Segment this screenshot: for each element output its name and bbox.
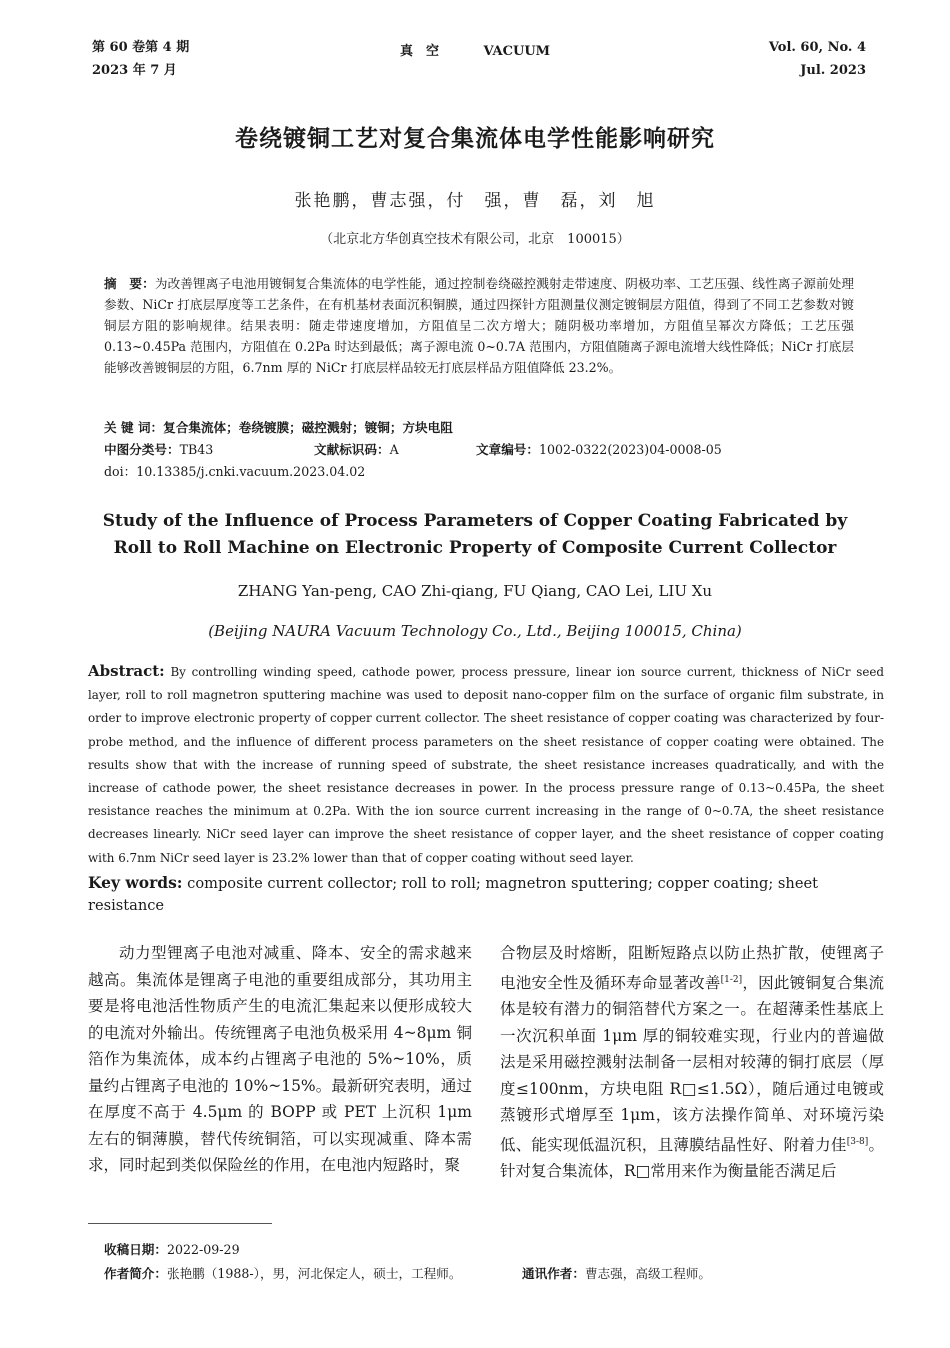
- citation-1-2: [1-2]: [720, 974, 743, 985]
- article-no-value: 1002-0322(2023)04-0008-05: [538, 442, 722, 457]
- body-right-column: [500, 940, 884, 1185]
- clc-value: TB43: [179, 442, 214, 457]
- bio-value: 张艳鹏（1988-），男，河北保定人，硕士，工程师。: [166, 1266, 462, 1281]
- doc-code-value: A: [389, 442, 399, 457]
- corresponding-author: [522, 1264, 711, 1284]
- header-right: [769, 38, 866, 81]
- clc-label: 中图分类号：: [104, 442, 180, 457]
- authors-en: ZHANG Yan-peng, CAO Zhi-qiang, FU Qiang, CAO Lei, LIU Xu: [237, 582, 713, 600]
- doc-code-label: 文献标识码：: [314, 442, 390, 457]
- received-label: 收稿日期：: [104, 1242, 167, 1257]
- clc-line: [104, 440, 213, 460]
- keywords-en-label: Key words:: [88, 873, 183, 892]
- keywords-en-text: composite current collector; roll to roll; magnetron sputtering; copper coating; sheet resistance: [88, 875, 818, 914]
- affiliation-en: (Beijing NAURA Vacuum Technology Co., Ltd., Beijing 100015, China): [208, 622, 742, 640]
- authors-zh: 张艳鹏，曹志强，付 强，曹 磊，刘 旭: [294, 191, 656, 211]
- citation-3-8: [3-8]: [846, 1136, 869, 1147]
- keywords-zh: [104, 418, 453, 438]
- date-zh: 2023 年 7 月: [92, 63, 177, 78]
- abstract-en: [88, 660, 884, 870]
- body-left-column: 动力型锂离子电池对减重、降本、安全的需求越来越高。集流体是锂离子电池的重要组成部分，其功用主要是将电池活性物质产生的电流汇集起来以便形成较大的电流对外输出。传统锂离子电池负极采用 4~8μm 铜箔作为集流体，成本约占锂离子电池的 5%~10%，质量约占锂离子电池的 10%~15%。最新研究表明，通过在厚度不高于 4.5μm 的 BOPP 或 PET 上沉积 1μm 左右的铜薄膜，替代传统铜箔，可以实现减重、降本需求，同时起到类似保险丝的作用，在电池内短路时，聚: [88, 944, 472, 1174]
- body-right-part2: ，因此镀铜复合集流体是较有潜力的铜箔替代方案之一。在超薄柔性基底上一次沉积单面 1μm 厚的铜较难实现，行业内的普遍做法是采用磁控溅射法制备一层相对较薄的铜打底层（厚度≤100nm，方块电阻 R□≤1.5Ω），随后通过电镀或蒸镀形式增厚至 1μm，该方法操作简单、对环境污染低、能实现低温沉积，且薄膜结晶性好、附着力佳: [500, 973, 884, 1154]
- keywords-en: [88, 872, 884, 917]
- doc-code-line: [314, 440, 399, 460]
- volume-issue-zh: 第 60 卷第 4 期: [92, 40, 190, 55]
- author-bio: [104, 1264, 461, 1284]
- abstract-en-text: By controlling winding speed, cathode power, process pressure, linear ion source current, thickness of NiCr seed layer, roll to roll magnetron sputtering machine was used to deposit nano-copper film on the surface of organic film substrate, in order to improve electronic property of copper current collector. The sheet resistance of copper coating was characterized by four-probe method, and the influence of different process parameters on the sheet resistance of copper coating were obtained. The results show that with the increase of running speed of substrate, the sheet resistance increases quadratically, and with the increase of cathode power, the sheet resistance decreases in power. In the process pressure range of 0.13~0.45Pa, the sheet resistance reaches the minimum at 0.2Pa. With the ion source current increasing in the range of 0~0.7A, the sheet resistance decreases linearly. NiCr seed layer can improve the sheet resistance of copper layer, and the sheet resistance of copper coating with 6.7nm NiCr seed layer is 23.2% lower than that of copper coating without seed layer.: [88, 665, 885, 865]
- corr-label: 通讯作者：: [522, 1266, 585, 1281]
- bio-label: 作者简介：: [104, 1266, 167, 1281]
- journal-name-zh: 真 空: [399, 44, 439, 59]
- footnote-rule: [88, 1223, 272, 1224]
- received-date: [104, 1240, 240, 1260]
- abstract-zh-label: 摘 要：: [104, 276, 155, 291]
- title-en: [0, 508, 950, 562]
- article-no-label: 文章编号：: [476, 442, 539, 457]
- abstract-zh-text: 为改善锂离子电池用镀铜复合集流体的电学性能，通过控制卷绕磁控溅射走带速度、阴极功率、工艺压强、线性离子源前处理参数、NiCr 打底层厚度等工艺条件，在有机基材表面沉积铜膜，通过四探针方阻测量仪测定镀铜层方阻值，得到了不同工艺参数对镀铜层方阻的影响规律。结果表明：随走带速度增加，方阻值呈二次方增大；随阴极功率增加，方阻值呈幂次方降低；工艺压强 0.13~0.45Pa 范围内，方阻值在 0.2Pa 时达到最低；离子源电流 0~0.7A 范围内，方阻值随离子源电流增大线性降低；NiCr 打底层能够改善镀铜层的方阻，6.7nm 厚的 NiCr 打底层样品较无打底层样品方阻值降低 23.2%。: [104, 276, 855, 375]
- abstract-zh: [104, 273, 854, 378]
- corr-value: 曹志强，高级工程师。: [584, 1266, 711, 1281]
- body-right-part3: 。针对复合集流体，R□常用来作为衡量能否满足后: [500, 1135, 884, 1181]
- keywords-zh-label: 关 键 词：: [104, 420, 164, 435]
- date-en: Jul. 2023: [800, 63, 866, 78]
- received-value: 2022-09-29: [166, 1242, 240, 1257]
- body-right-part1: 合物层及时熔断，阻断短路点以防止热扩散，使锂离子电池安全性及循环寿命显著改善: [500, 944, 884, 992]
- title-zh: 卷绕镀铜工艺对复合集流体电学性能影响研究: [235, 125, 715, 152]
- affiliation-zh: （北京北方华创真空技术有限公司，北京 100015）: [320, 232, 630, 247]
- title-en-line2: Roll to Roll Machine on Electronic Property of Composite Current Collector: [113, 538, 837, 558]
- keywords-zh-text: 复合集流体；卷绕镀膜；磁控溅射；镀铜；方块电阻: [163, 420, 453, 435]
- article-no-line: [476, 440, 722, 460]
- journal-name-en: VACUUM: [483, 44, 551, 59]
- doi: doi：10.13385/j.cnki.vacuum.2023.04.02: [104, 464, 366, 479]
- abstract-en-label: Abstract:: [88, 662, 165, 680]
- volume-issue-en: Vol. 60, No. 4: [768, 40, 866, 55]
- title-en-line1: Study of the Influence of Process Parameters of Copper Coating Fabricated by: [102, 511, 848, 531]
